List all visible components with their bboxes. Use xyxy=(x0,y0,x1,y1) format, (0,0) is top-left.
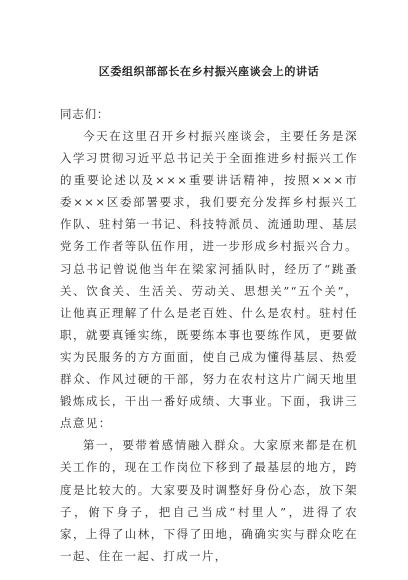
paragraph-intro: 今天在这里召开乡村振兴座谈会，主要任务是深入学习贯彻习近平总书记关于全面推进乡村振兴工作的重要论述以及×××重要讲话精神，按照×××市委×××区委部署要求，我们要充分发挥乡村振兴工作队、驻村第一书记、科技特派员、流通助理、基层党务工作者等队伍作用，进一步形成乡村振兴合力。习总书记曾说他当年在梁家河插队时，经历了“跳蚤关、饮食关、生活关、劳动关、思想关”“五个关”，让他真正理解了什么是老百姓、什么是农村。驻村任职，就要真锤实练，既要练本事也要练作风，更要做实为民服务的方方面面，使自己成为懂得基层、热爱群众、作风过硬的干部，努力在农村这片广阔天地里锻炼成长，干出一番好成绩、大事业。下面，我讲三点意见： xyxy=(60,129,358,431)
document-title: 区委组织部部长在乡村振兴座谈会上的讲话 xyxy=(98,65,320,78)
salutation: 同志们： xyxy=(60,107,110,121)
paragraph-point-one: 第一，要带着感情融入群众。大家原来都是在机关工作的，现在工作岗位下移到了最基层的地方，跨度是比较大的。大家要及时调整好身份心态，放下架子，俯下身子，把自己当成“村里人”，进得了农家，上得了山林，下得了田地，确确实实与群众吃在一起、住在一起、打成一片， xyxy=(60,438,358,563)
